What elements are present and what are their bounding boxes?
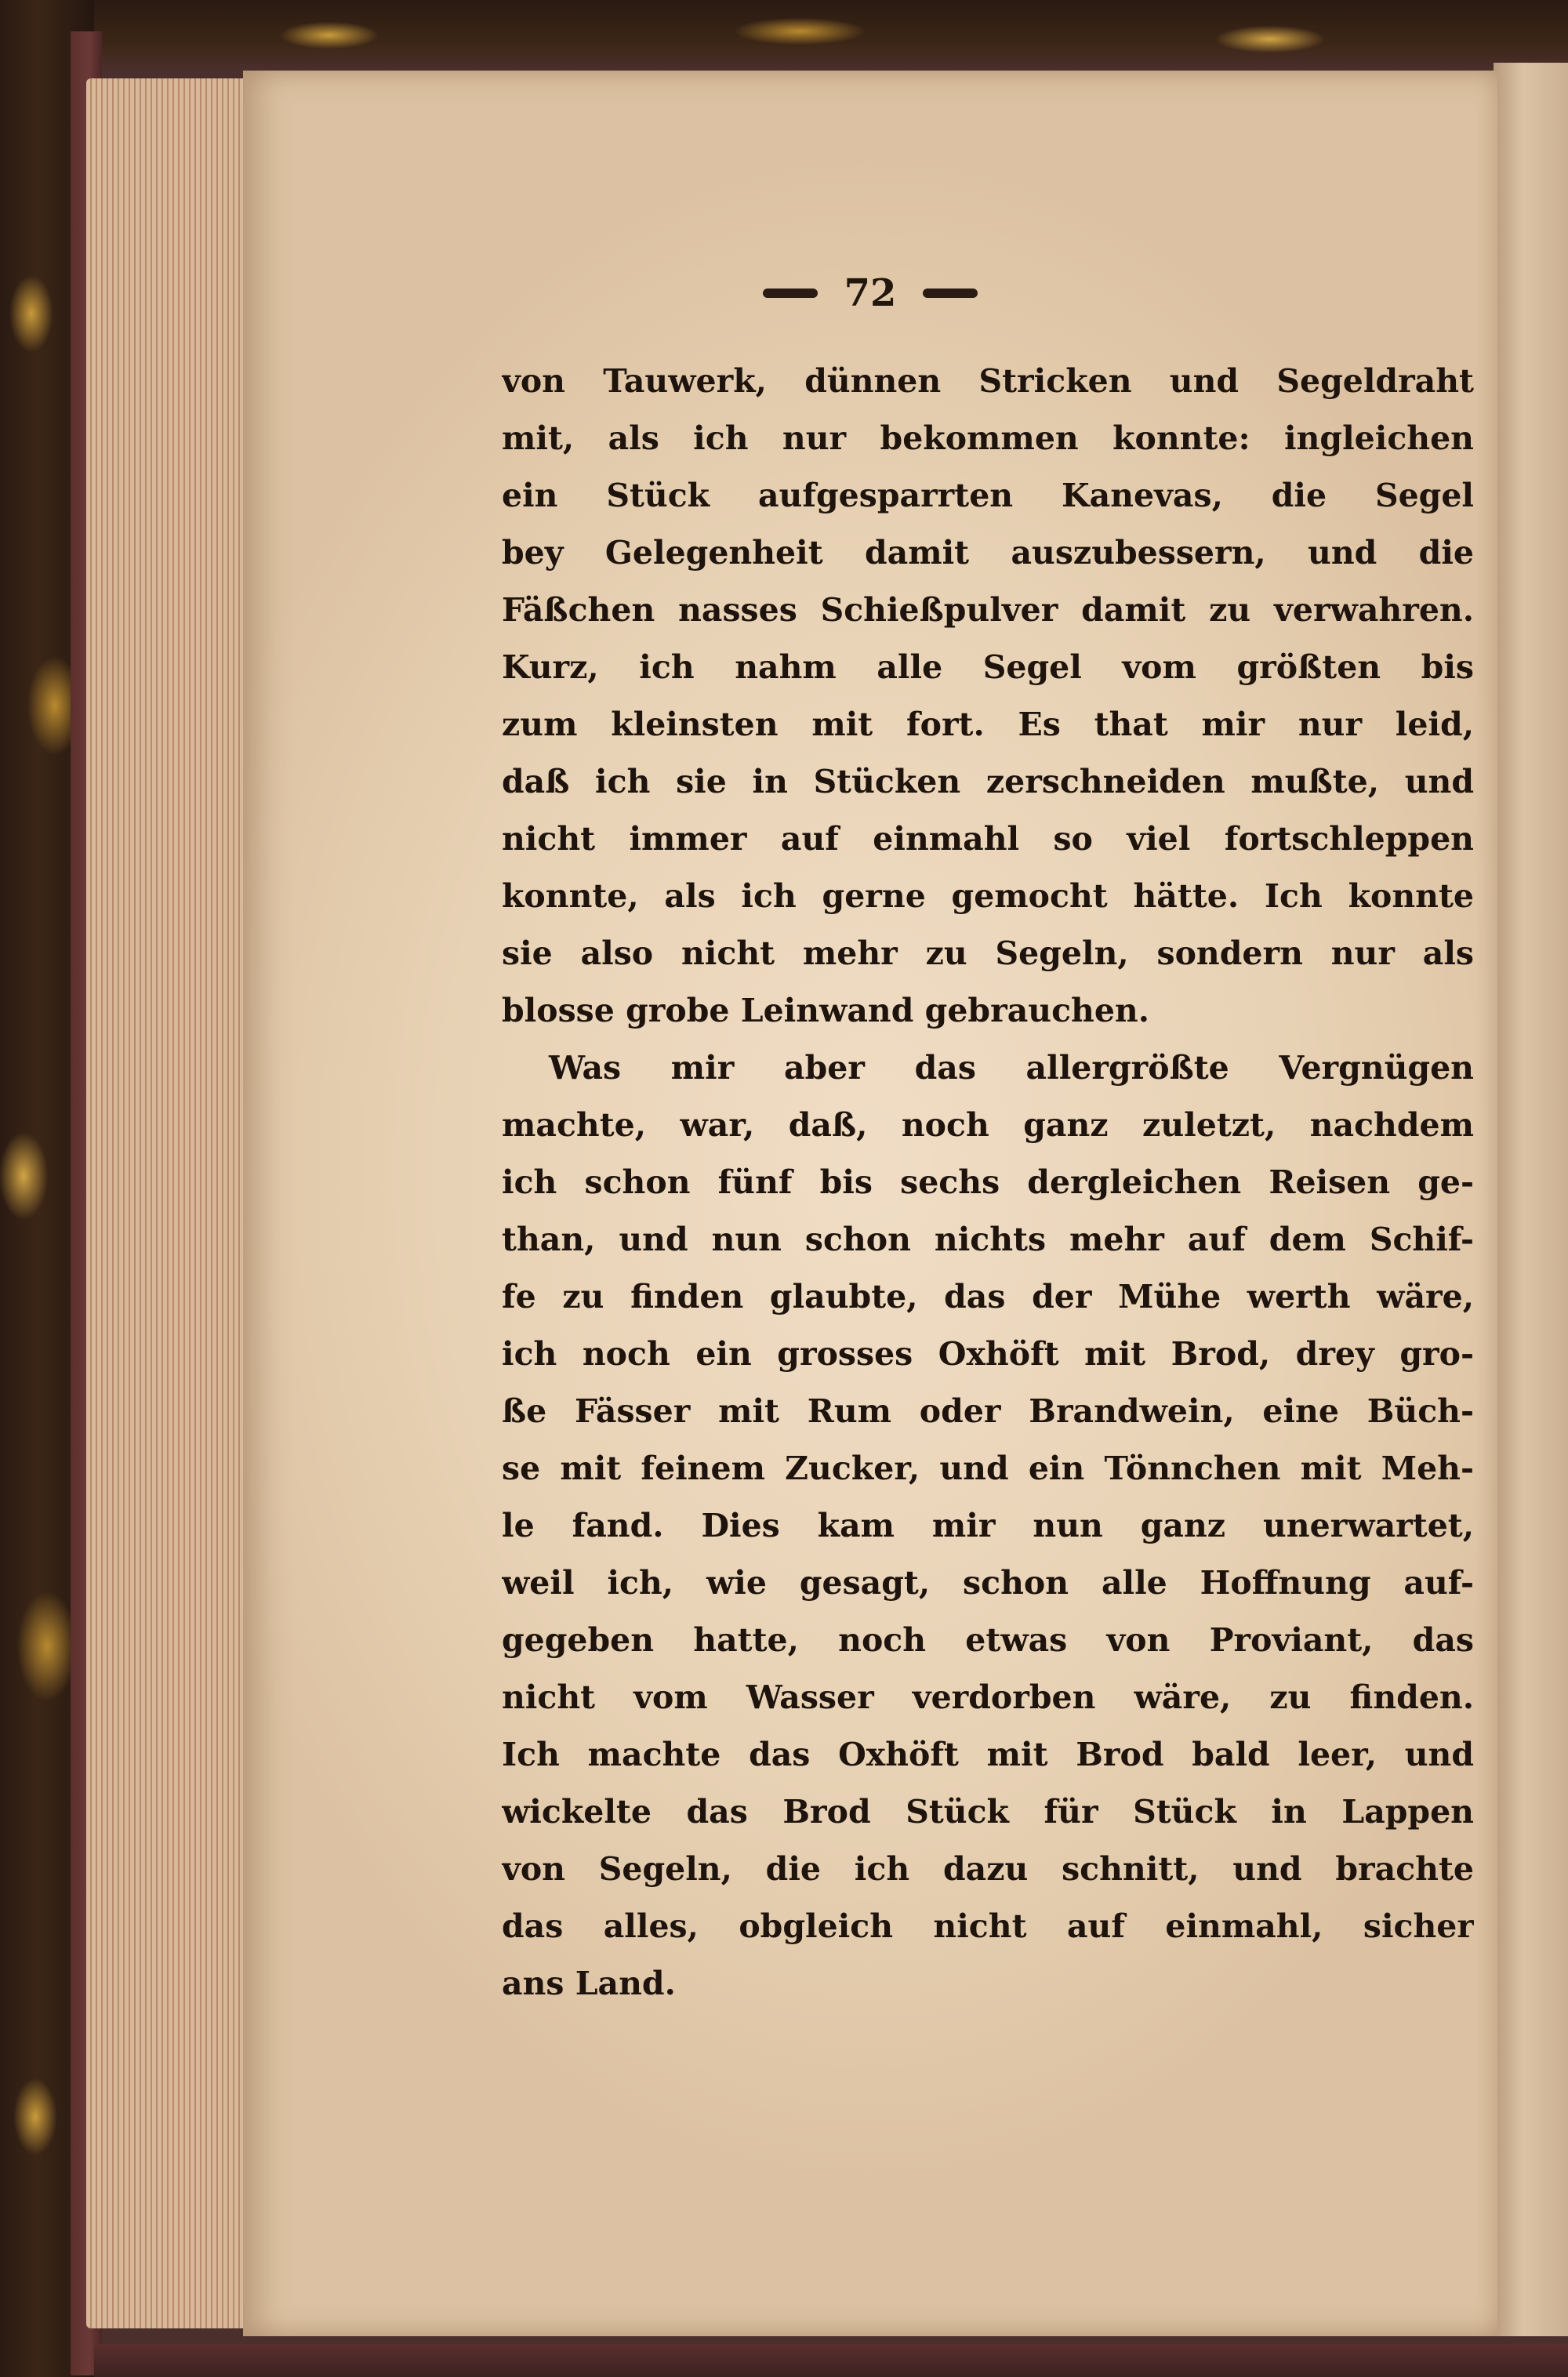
marbled-cover-top [94,0,1568,71]
text-line: Was mir aber das allergrößte Vergnügen [549,1049,1474,1087]
paragraph-container [502,353,1474,2012]
text-line: Ich machte das Oxhöft mit Brod bald leer, und [502,1736,1474,1773]
page-number: 72 [844,271,897,315]
text-line: le fand. Dies kam mir nun ganz unerwartet, [502,1507,1474,1544]
cover-bottom-edge [94,2344,1568,2377]
text-line: ße Fässer mit Rum oder Brandwein, eine Büch- [502,1392,1474,1430]
text-line: sie also nicht mehr zu Segeln, sondern nur als [502,934,1474,972]
text-line: wickelte das Brod Stück für Stück in Lappen [502,1793,1474,1831]
text-line: weil ich, wie gesagt, schon alle Hoffnung auf- [502,1564,1474,1602]
paragraph [502,1040,1474,2012]
facing-page-sliver [1494,63,1568,2336]
header-dash-right [923,289,978,298]
text-line: bey Gelegenheit damit auszubessern, und die [502,534,1474,572]
text-line: ich noch ein grosses Oxhöft mit Brod, drey gro- [502,1335,1474,1373]
text-line: Kurz, ich nahm alle Segel vom größten bis [502,648,1474,686]
text-line: than, und nun schon nichts mehr auf dem Schif- [502,1221,1474,1258]
text-line: nicht vom Wasser verdorben wäre, zu finden. [502,1678,1474,1716]
text-line: se mit feinem Zucker, und ein Tönnchen mit Meh- [502,1450,1474,1487]
text-line: daß ich sie in Stücken zerschneiden mußte, und [502,763,1474,800]
text-line: fe zu finden glaubte, das der Mühe werth wäre, [502,1278,1474,1316]
stacked-page-edges [86,78,251,2328]
text-line: ans Land. [502,1965,676,2002]
header-dash-left [763,289,818,298]
text-line: machte, war, daß, noch ganz zuletzt, nachdem [502,1106,1474,1144]
text-line: konnte, als ich gerne gemocht hätte. Ich konnte [502,877,1474,915]
page-text [502,353,1474,2012]
text-line: gegeben hatte, noch etwas von Proviant, das [502,1621,1474,1659]
page-header [243,271,1497,318]
text-line: ein Stück aufgesparrten Kanevas, die Segel [502,477,1474,514]
text-line: nicht immer auf einmahl so viel fortschleppen [502,820,1474,858]
text-line: zum kleinsten mit fort. Es that mir nur leid, [502,706,1474,743]
text-line: von Segeln, die ich dazu schnitt, und brachte [502,1850,1474,1888]
text-line: das alles, obgleich nicht auf einmahl, sicher [502,1907,1474,1945]
paragraph [502,353,1474,1040]
text-line: ich schon fünf bis sechs dergleichen Reisen ge- [502,1163,1474,1201]
text-line: blosse grobe Leinwand gebrauchen. [502,992,1150,1029]
text-line: mit, als ich nur bekommen konnte: ingleichen [502,419,1474,457]
text-line: Fäßchen nasses Schießpulver damit zu verwahren. [502,591,1474,629]
text-line: von Tauwerk, dünnen Stricken und Segeldraht [502,362,1474,400]
